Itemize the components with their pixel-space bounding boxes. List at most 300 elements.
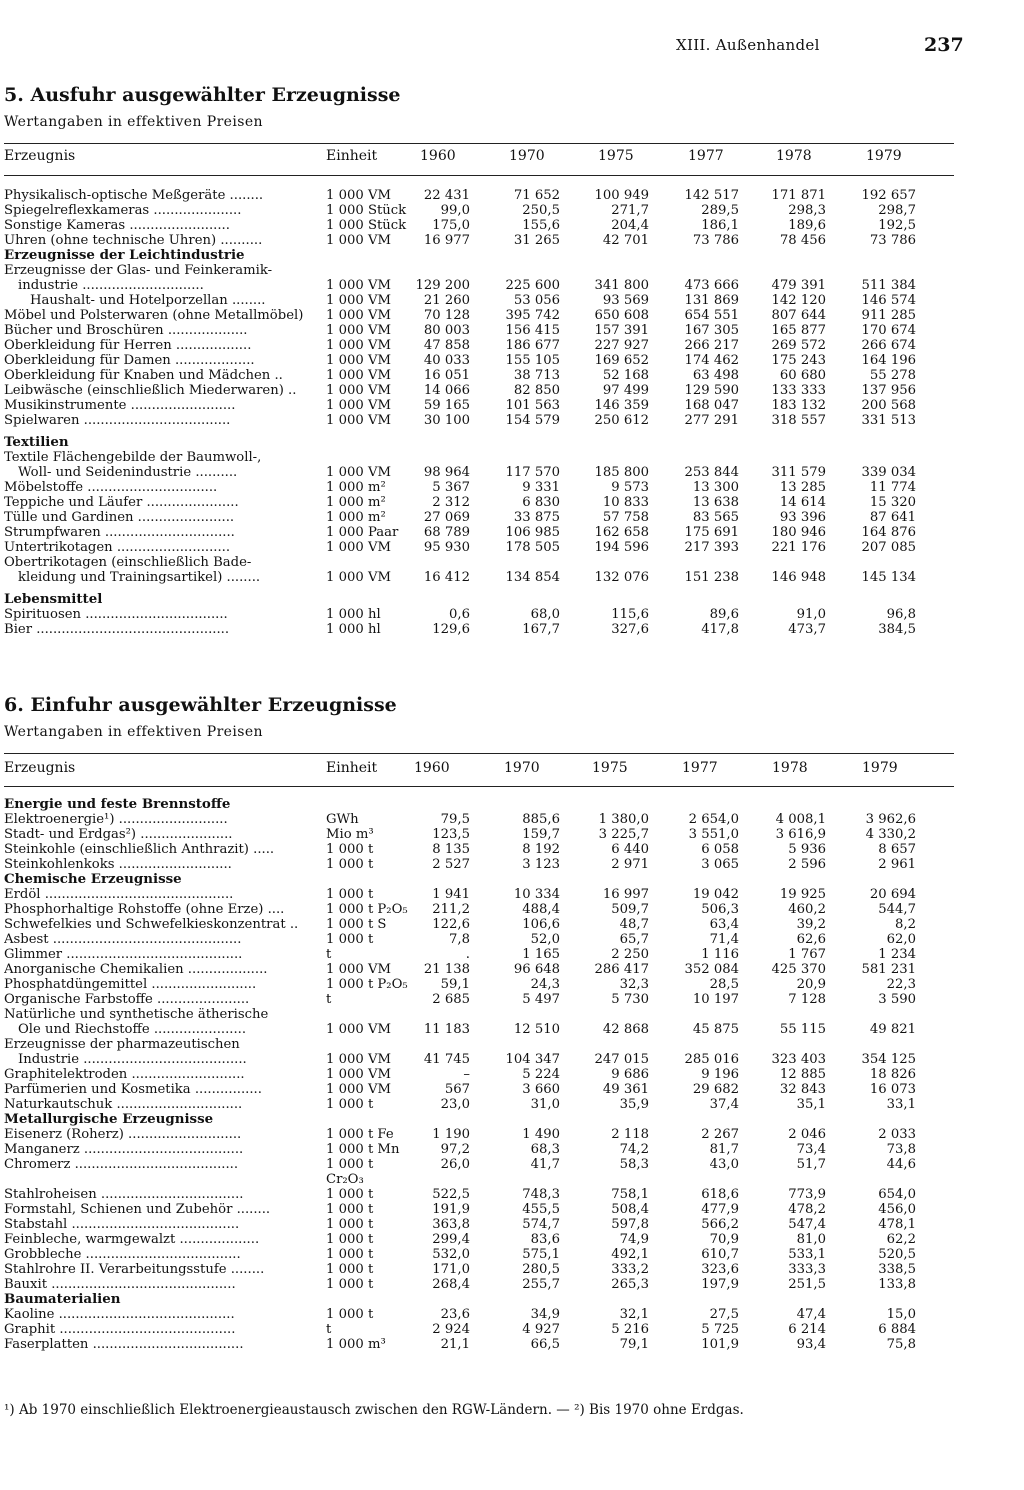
header-product: Erzeugnis: [4, 148, 76, 164]
header-year: 1978: [772, 760, 808, 776]
value-cell: 168 047: [684, 398, 739, 413]
export-table-body: [0, 188, 1000, 637]
value-cell: 175 243: [771, 353, 826, 368]
value-cell: 98 964: [423, 465, 470, 480]
header-year: 1979: [866, 148, 902, 164]
value-cell: 146 948: [771, 570, 826, 585]
value-cell: 62,0: [886, 932, 916, 947]
value-cell: 1 767: [788, 947, 826, 962]
value-cell: 425 370: [771, 962, 826, 977]
unit-cell: 1 000 VM: [326, 308, 391, 323]
product-label: Haushalt- und Hotelporzellan ........: [30, 293, 266, 308]
value-cell: 151 238: [684, 570, 739, 585]
export-header-rule: [4, 175, 954, 176]
product-label: Bücher und Broschüren ...................: [4, 323, 248, 338]
unit-cell: Cr₂O₃: [326, 1172, 364, 1187]
value-cell: 338,5: [878, 1262, 916, 1277]
unit-cell: 1 000 VM: [326, 540, 391, 555]
table-row: [0, 887, 1000, 902]
product-label: Chromerz .......................................: [4, 1157, 239, 1172]
value-cell: 133 333: [771, 383, 826, 398]
value-cell: 189,6: [788, 218, 826, 233]
value-cell: 3 962,6: [865, 812, 916, 827]
unit-cell: 1 000 t: [326, 932, 374, 947]
value-cell: 58,3: [619, 1157, 649, 1172]
value-cell: 16 073: [869, 1082, 916, 1097]
value-cell: 31,0: [530, 1097, 560, 1112]
value-cell: 6 830: [522, 495, 560, 510]
value-cell: 145 134: [861, 570, 916, 585]
value-cell: 101 563: [505, 398, 560, 413]
value-cell: 57 758: [602, 510, 649, 525]
table-row: [0, 1202, 1000, 1217]
value-cell: 171,0: [432, 1262, 470, 1277]
product-label: Faserplatten ....................................: [4, 1337, 244, 1352]
value-cell: 73 786: [869, 233, 916, 248]
value-cell: 478,2: [788, 1202, 826, 1217]
group-heading: Energie und feste Brennstoffe: [4, 797, 231, 812]
group-heading-row: [0, 872, 1000, 887]
table-row: [0, 842, 1000, 857]
value-cell: 567: [444, 1082, 470, 1097]
value-cell: 506,3: [701, 902, 739, 917]
value-cell: 327,6: [611, 622, 649, 637]
value-cell: 352 084: [684, 962, 739, 977]
group-heading-row: [0, 435, 1000, 450]
product-label: Erzeugnisse der Glas- und Feinkeramik-: [4, 263, 273, 278]
product-label: Graphitelektroden ...........................: [4, 1067, 245, 1082]
group-heading: Textilien: [4, 435, 69, 450]
table-row: [0, 1337, 1000, 1352]
product-label: Naturkautschuk ..............................: [4, 1097, 243, 1112]
unit-cell: GWh: [326, 812, 359, 827]
value-cell: 5 936: [788, 842, 826, 857]
table-row: [0, 977, 1000, 992]
export-top-rule: [4, 143, 954, 144]
value-cell: 479 391: [771, 278, 826, 293]
value-cell: 29 682: [692, 1082, 739, 1097]
value-cell: 123,5: [432, 827, 470, 842]
value-cell: 10 833: [602, 495, 649, 510]
product-label: Textile Flächengebilde der Baumwoll-,: [4, 450, 262, 465]
product-label: Erdöl .............................................: [4, 887, 234, 902]
product-label: Phosphatdüngemittel .........................: [4, 977, 257, 992]
import-table-body: [0, 797, 1000, 1352]
value-cell: 70,9: [709, 1232, 739, 1247]
header-year: 1978: [776, 148, 812, 164]
unit-cell: 1 000 m²: [326, 495, 386, 510]
value-cell: 654,0: [878, 1187, 916, 1202]
value-cell: 2 685: [432, 992, 470, 1007]
value-cell: 180 946: [771, 525, 826, 540]
value-cell: 544,7: [878, 902, 916, 917]
value-cell: 597,8: [611, 1217, 649, 1232]
value-cell: 200 568: [861, 398, 916, 413]
product-label: Erzeugnisse der pharmazeutischen: [4, 1037, 240, 1052]
table-row: [0, 857, 1000, 872]
product-label: Sonstige Kameras ........................: [4, 218, 230, 233]
unit-cell: 1 000 t: [326, 1217, 374, 1232]
value-cell: 807 644: [771, 308, 826, 323]
value-cell: 581 231: [861, 962, 916, 977]
unit-cell: 1 000 VM: [326, 962, 391, 977]
product-label: Kaoline ..........................................: [4, 1307, 235, 1322]
value-cell: 478,1: [878, 1217, 916, 1232]
value-cell: 164 876: [861, 525, 916, 540]
value-cell: 194 596: [594, 540, 649, 555]
export-table-header: [0, 148, 1000, 170]
value-cell: 169 652: [594, 353, 649, 368]
value-cell: 5 224: [522, 1067, 560, 1082]
value-cell: 318 557: [771, 413, 826, 428]
table-row: [0, 413, 1000, 428]
export-section-title: 5. Ausfuhr ausgewählter Erzeugnisse: [4, 84, 401, 106]
value-cell: 211,2: [432, 902, 470, 917]
value-cell: 79,1: [619, 1337, 649, 1352]
unit-cell: 1 000 t P₂O₅: [326, 977, 408, 992]
table-row: [0, 1007, 1000, 1022]
value-cell: 73,4: [796, 1142, 826, 1157]
value-cell: 271,7: [611, 203, 649, 218]
table-row: [0, 947, 1000, 962]
value-cell: 23,0: [440, 1097, 470, 1112]
table-row: [0, 932, 1000, 947]
value-cell: 207 085: [861, 540, 916, 555]
value-cell: 9 196: [701, 1067, 739, 1082]
value-cell: 68 789: [423, 525, 470, 540]
table-row: [0, 902, 1000, 917]
value-cell: 286 417: [594, 962, 649, 977]
table-row: [0, 1322, 1000, 1337]
value-cell: 68,0: [530, 607, 560, 622]
value-cell: 14 066: [423, 383, 470, 398]
unit-cell: 1 000 m²: [326, 510, 386, 525]
unit-cell: 1 000 VM: [326, 383, 391, 398]
unit-cell: 1 000 hl: [326, 607, 381, 622]
value-cell: 547,4: [788, 1217, 826, 1232]
value-cell: 185 800: [594, 465, 649, 480]
product-label: Oberkleidung für Herren ..................: [4, 338, 252, 353]
value-cell: 311 579: [771, 465, 826, 480]
table-row: [0, 525, 1000, 540]
value-cell: 885,6: [522, 812, 560, 827]
value-cell: 354 125: [861, 1052, 916, 1067]
value-cell: 16 051: [423, 368, 470, 383]
unit-cell: 1 000 t: [326, 1262, 374, 1277]
value-cell: 289,5: [701, 203, 739, 218]
unit-cell: Mio m³: [326, 827, 374, 842]
value-cell: 24,3: [530, 977, 560, 992]
value-cell: 129 590: [684, 383, 739, 398]
value-cell: 165 877: [771, 323, 826, 338]
value-cell: 131 869: [684, 293, 739, 308]
product-label: Glimmer ..........................................: [4, 947, 243, 962]
table-row: [0, 1157, 1000, 1172]
value-cell: 277 291: [684, 413, 739, 428]
table-row: [0, 1187, 1000, 1202]
value-cell: 157 391: [594, 323, 649, 338]
value-cell: 159,7: [522, 827, 560, 842]
table-row: [0, 465, 1000, 480]
group-heading: Metallurgische Erzeugnisse: [4, 1112, 214, 1127]
header-unit: Einheit: [326, 760, 378, 776]
unit-cell: 1 000 m²: [326, 480, 386, 495]
value-cell: 167,7: [522, 622, 560, 637]
unit-cell: 1 000 VM: [326, 398, 391, 413]
value-cell: 247 015: [594, 1052, 649, 1067]
value-cell: 12 885: [779, 1067, 826, 1082]
value-cell: 395 742: [505, 308, 560, 323]
value-cell: 52,0: [530, 932, 560, 947]
product-label: Stahlroheisen ..................................: [4, 1187, 244, 1202]
value-cell: 6 884: [878, 1322, 916, 1337]
product-label: Musikinstrumente .........................: [4, 398, 236, 413]
value-cell: 217 393: [684, 540, 739, 555]
value-cell: 79,5: [440, 812, 470, 827]
value-cell: .: [465, 947, 470, 962]
unit-cell: 1 000 VM: [326, 1067, 391, 1082]
unit-cell: 1 000 t: [326, 842, 374, 857]
table-row: [0, 1277, 1000, 1292]
unit-cell: 1 000 VM: [326, 323, 391, 338]
value-cell: 68,3: [530, 1142, 560, 1157]
header-year: 1979: [862, 760, 898, 776]
value-cell: 265,3: [611, 1277, 649, 1292]
table-row: [0, 368, 1000, 383]
value-cell: 171 871: [771, 188, 826, 203]
header-unit: Einheit: [326, 148, 378, 164]
value-cell: 339 034: [861, 465, 916, 480]
value-cell: 748,3: [522, 1187, 560, 1202]
header-year: 1975: [598, 148, 634, 164]
product-label: Teppiche und Läufer ......................: [4, 495, 239, 510]
value-cell: 363,8: [432, 1217, 470, 1232]
value-cell: 63,4: [709, 917, 739, 932]
value-cell: 27 069: [423, 510, 470, 525]
value-cell: 155 105: [505, 353, 560, 368]
table-row: [0, 1232, 1000, 1247]
value-cell: 268,4: [432, 1277, 470, 1292]
value-cell: 4 008,1: [775, 812, 826, 827]
value-cell: 477,9: [701, 1202, 739, 1217]
table-row: [0, 827, 1000, 842]
value-cell: 3 551,0: [688, 827, 739, 842]
value-cell: 0,6: [449, 607, 470, 622]
value-cell: 31 265: [513, 233, 560, 248]
value-cell: 73 786: [692, 233, 739, 248]
value-cell: 142 120: [771, 293, 826, 308]
value-cell: 2 596: [788, 857, 826, 872]
value-cell: 78 456: [779, 233, 826, 248]
product-label: Stadt- und Erdgas²) ......................: [4, 827, 233, 842]
value-cell: 93 569: [602, 293, 649, 308]
value-cell: 99,0: [440, 203, 470, 218]
value-cell: 1 234: [878, 947, 916, 962]
unit-cell: 1 000 t Fe: [326, 1127, 394, 1142]
table-row: [0, 278, 1000, 293]
value-cell: 35,9: [619, 1097, 649, 1112]
value-cell: 285 016: [684, 1052, 739, 1067]
value-cell: 460,2: [788, 902, 826, 917]
value-cell: 5 497: [522, 992, 560, 1007]
import-section-title: 6. Einfuhr ausgewählter Erzeugnisse: [4, 694, 397, 716]
value-cell: 13 300: [692, 480, 739, 495]
table-row: [0, 338, 1000, 353]
product-label: industrie .............................: [18, 278, 204, 293]
table-row: [0, 383, 1000, 398]
value-cell: 101,9: [701, 1337, 739, 1352]
unit-cell: 1 000 VM: [326, 1022, 391, 1037]
value-cell: 266 674: [861, 338, 916, 353]
table-row: [0, 1127, 1000, 1142]
value-cell: 106 985: [505, 525, 560, 540]
value-cell: 323,6: [701, 1262, 739, 1277]
value-cell: 43,0: [709, 1157, 739, 1172]
header-year: 1960: [420, 148, 456, 164]
product-label: Tülle und Gardinen .......................: [4, 510, 235, 525]
value-cell: 16 412: [423, 570, 470, 585]
value-cell: 7 128: [788, 992, 826, 1007]
table-row: [0, 1097, 1000, 1112]
table-row: [0, 293, 1000, 308]
product-label: Asbest .............................................: [4, 932, 242, 947]
product-label: Stahlrohre II. Verarbeitungsstufe ........: [4, 1262, 265, 1277]
value-cell: 299,4: [432, 1232, 470, 1247]
product-label: Möbel und Polsterwaren (ohne Metallmöbel): [4, 308, 304, 323]
value-cell: 117 570: [505, 465, 560, 480]
value-cell: 333,2: [611, 1262, 649, 1277]
value-cell: 74,2: [619, 1142, 649, 1157]
unit-cell: 1 000 VM: [326, 570, 391, 585]
value-cell: 20 694: [869, 887, 916, 902]
group-heading-row: [0, 797, 1000, 812]
product-label: Woll- und Seidenindustrie ..........: [18, 465, 238, 480]
value-cell: 132 076: [594, 570, 649, 585]
value-cell: 192,5: [878, 218, 916, 233]
header-year: 1970: [509, 148, 545, 164]
value-cell: 2 118: [611, 1127, 649, 1142]
value-cell: 41,7: [530, 1157, 560, 1172]
value-cell: 83 565: [692, 510, 739, 525]
import-header-rule: [4, 786, 954, 787]
value-cell: 225 600: [505, 278, 560, 293]
value-cell: 2 046: [788, 1127, 826, 1142]
value-cell: 52 168: [602, 368, 649, 383]
value-cell: 9 573: [611, 480, 649, 495]
value-cell: 167 305: [684, 323, 739, 338]
table-row: [0, 962, 1000, 977]
value-cell: 154 579: [505, 413, 560, 428]
product-label: Obertrikotagen (einschließlich Bade-: [4, 555, 252, 570]
value-cell: 28,5: [709, 977, 739, 992]
header-year: 1977: [682, 760, 718, 776]
value-cell: 298,7: [878, 203, 916, 218]
value-cell: 654 551: [684, 308, 739, 323]
unit-cell: 1 000 VM: [326, 413, 391, 428]
value-cell: 6 214: [788, 1322, 826, 1337]
unit-cell: 1 000 VM: [326, 233, 391, 248]
table-row: [0, 510, 1000, 525]
group-heading-row: [0, 1112, 1000, 1127]
unit-cell: 1 000 t: [326, 1307, 374, 1322]
value-cell: 170 674: [861, 323, 916, 338]
table-row: [0, 203, 1000, 218]
value-cell: 49 361: [602, 1082, 649, 1097]
value-cell: 100 949: [594, 188, 649, 203]
unit-cell: 1 000 VM: [326, 1052, 391, 1067]
unit-cell: 1 000 Stück: [326, 203, 407, 218]
product-label: Steinkohlenkoks ...........................: [4, 857, 232, 872]
value-cell: 146 359: [594, 398, 649, 413]
value-cell: 520,5: [878, 1247, 916, 1262]
value-cell: 89,6: [709, 607, 739, 622]
value-cell: 49 821: [869, 1022, 916, 1037]
table-row: [0, 233, 1000, 248]
value-cell: 186,1: [701, 218, 739, 233]
value-cell: 38 713: [513, 368, 560, 383]
value-cell: 1 190: [432, 1127, 470, 1142]
table-row: [0, 1082, 1000, 1097]
product-label: Uhren (ohne technische Uhren) ..........: [4, 233, 263, 248]
value-cell: 41 745: [423, 1052, 470, 1067]
value-cell: 2 267: [701, 1127, 739, 1142]
value-cell: 6 440: [611, 842, 649, 857]
unit-cell: 1 000 VM: [326, 188, 391, 203]
value-cell: 186 677: [505, 338, 560, 353]
value-cell: 11 774: [869, 480, 916, 495]
unit-cell: 1 000 Paar: [326, 525, 399, 540]
value-cell: 333,3: [788, 1262, 826, 1277]
product-label: Leibwäsche (einschließlich Miederwaren) ..: [4, 383, 297, 398]
unit-cell: 1 000 t: [326, 1202, 374, 1217]
value-cell: 2 654,0: [688, 812, 739, 827]
value-cell: 9 686: [611, 1067, 649, 1082]
value-cell: 62,6: [796, 932, 826, 947]
value-cell: 522,5: [432, 1187, 470, 1202]
value-cell: 21 260: [423, 293, 470, 308]
unit-cell: t: [326, 1322, 332, 1337]
import-top-rule: [4, 753, 954, 754]
table-row: [0, 495, 1000, 510]
value-cell: 71 652: [513, 188, 560, 203]
value-cell: 30 100: [423, 413, 470, 428]
value-cell: 33 875: [513, 510, 560, 525]
value-cell: 298,3: [788, 203, 826, 218]
value-cell: 96 648: [513, 962, 560, 977]
value-cell: 618,6: [701, 1187, 739, 1202]
value-cell: 97,2: [440, 1142, 470, 1157]
import-table-header: [0, 760, 1000, 782]
value-cell: 133,8: [878, 1277, 916, 1292]
unit-cell: 1 000 t Mn: [326, 1142, 400, 1157]
product-label: Spielwaren ...................................: [4, 413, 231, 428]
value-cell: 42 701: [602, 233, 649, 248]
value-cell: 5 367: [432, 480, 470, 495]
value-cell: 1 490: [522, 1127, 560, 1142]
value-cell: 20,9: [796, 977, 826, 992]
value-cell: 2 527: [432, 857, 470, 872]
value-cell: 4 927: [522, 1322, 560, 1337]
value-cell: 59 165: [423, 398, 470, 413]
value-cell: 175 691: [684, 525, 739, 540]
unit-cell: t: [326, 992, 332, 1007]
value-cell: 18 826: [869, 1067, 916, 1082]
product-label: Anorganische Chemikalien ...................: [4, 962, 268, 977]
running-head: XIII. Außenhandel: [676, 36, 820, 54]
value-cell: 48,7: [619, 917, 649, 932]
value-cell: 96,8: [886, 607, 916, 622]
value-cell: 21,1: [440, 1337, 470, 1352]
